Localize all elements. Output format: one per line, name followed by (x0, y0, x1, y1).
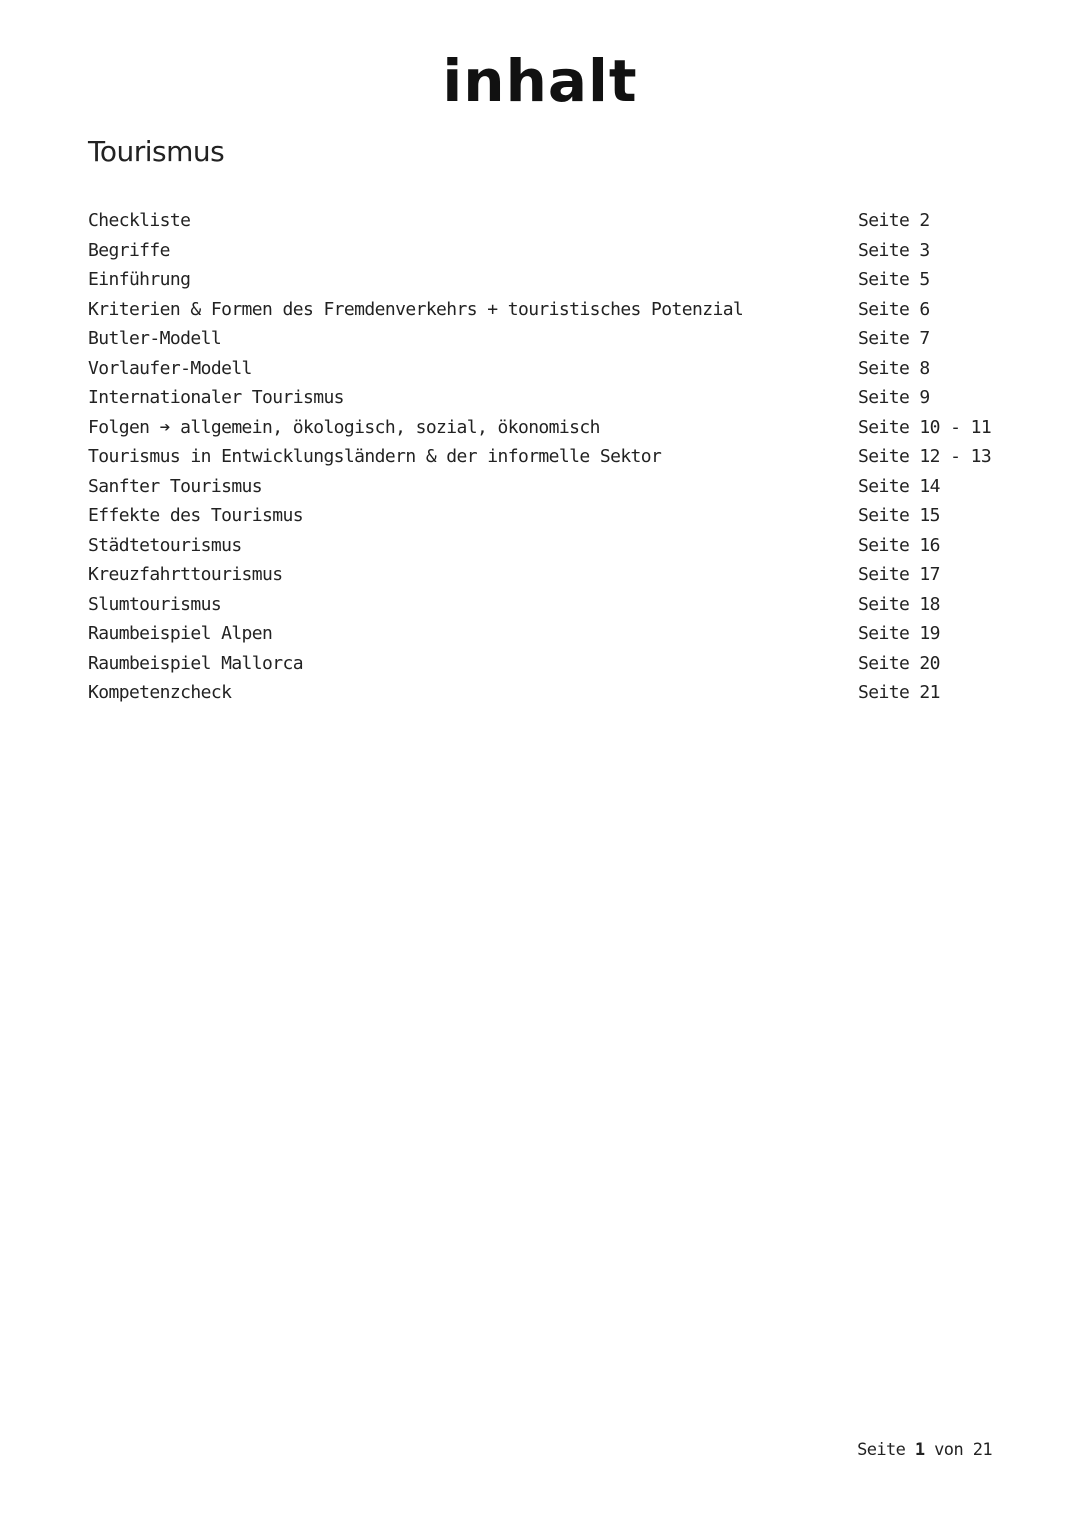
toc-entry-label: Sanfter Tourismus (88, 475, 263, 497)
toc-entry-label: Butler-Modell (88, 328, 222, 349)
toc-entry-page: Seite 3 (858, 239, 930, 261)
toc-entry-page: Seite 21 (858, 682, 940, 703)
toc-entry-label: Raumbeispiel Alpen (88, 623, 273, 644)
toc-row (88, 501, 988, 531)
document-title: inhalt (442, 47, 638, 115)
toc-entry-page: Seite 10 - 11 (858, 416, 992, 438)
toc-row (88, 236, 988, 266)
toc-row (88, 531, 988, 561)
toc-entry-label: Kriterien & Formen des Fremdenverkehrs + touristisches Potenzial (88, 298, 744, 320)
footer-prefix: Seite (857, 1440, 906, 1460)
toc-row (88, 383, 988, 413)
toc-row (88, 295, 988, 325)
table-of-contents (88, 206, 992, 708)
footer-current-page: 1 (914, 1440, 925, 1460)
toc-entry-label: Städtetourismus (88, 534, 242, 556)
toc-entry-page: Seite 15 (858, 505, 940, 526)
toc-row (88, 678, 988, 708)
toc-entry-page: Seite 6 (858, 298, 930, 320)
toc-row (88, 206, 988, 236)
toc-entry-page: Seite 16 (858, 534, 940, 556)
toc-entry-label: Checkliste (88, 210, 191, 231)
toc-row (88, 442, 992, 472)
toc-entry-label: Vorlaufer-Modell (88, 357, 252, 379)
toc-entry-label: Begriffe (88, 239, 170, 261)
toc-entry-label: Effekte des Tourismus (88, 505, 303, 526)
toc-row (88, 619, 988, 649)
toc-row (88, 324, 988, 354)
toc-row (88, 265, 988, 295)
toc-row (88, 413, 992, 443)
toc-row (88, 649, 988, 679)
toc-entry-label: Folgen ➔ allgemein, ökologisch, sozial, ökonomisch (88, 416, 600, 438)
toc-entry-page: Seite 2 (858, 210, 930, 231)
toc-entry-label: Internationaler Tourismus (88, 387, 344, 408)
toc-entry-label: Kreuzfahrttourismus (88, 564, 283, 585)
toc-entry-page: Seite 17 (858, 564, 940, 585)
section-title: Tourismus (88, 135, 225, 168)
toc-entry-page: Seite 19 (858, 623, 940, 644)
toc-entry-page: Seite 5 (858, 269, 930, 290)
toc-entry-page: Seite 9 (858, 387, 930, 408)
toc-row (88, 590, 988, 620)
toc-entry-page: Seite 8 (858, 357, 930, 379)
toc-entry-label: Einführung (88, 269, 191, 290)
toc-row (88, 354, 988, 384)
toc-entry-page: Seite 14 (858, 475, 940, 497)
footer-separator: von (934, 1440, 964, 1460)
toc-entry-label: Slumtourismus (88, 593, 222, 615)
toc-entry-page: Seite 18 (858, 593, 940, 615)
toc-entry-label: Tourismus in Entwicklungsländern & der informelle Sektor (88, 446, 662, 467)
toc-entry-label: Kompetenzcheck (88, 682, 232, 703)
footer-total-pages: 21 (972, 1440, 992, 1460)
page-footer (857, 1440, 992, 1460)
toc-entry-page: Seite 20 (858, 652, 940, 674)
toc-row (88, 560, 988, 590)
toc-row (88, 472, 988, 502)
toc-entry-page: Seite 7 (858, 328, 930, 349)
toc-entry-page: Seite 12 - 13 (858, 446, 992, 467)
toc-entry-label: Raumbeispiel Mallorca (88, 652, 303, 674)
